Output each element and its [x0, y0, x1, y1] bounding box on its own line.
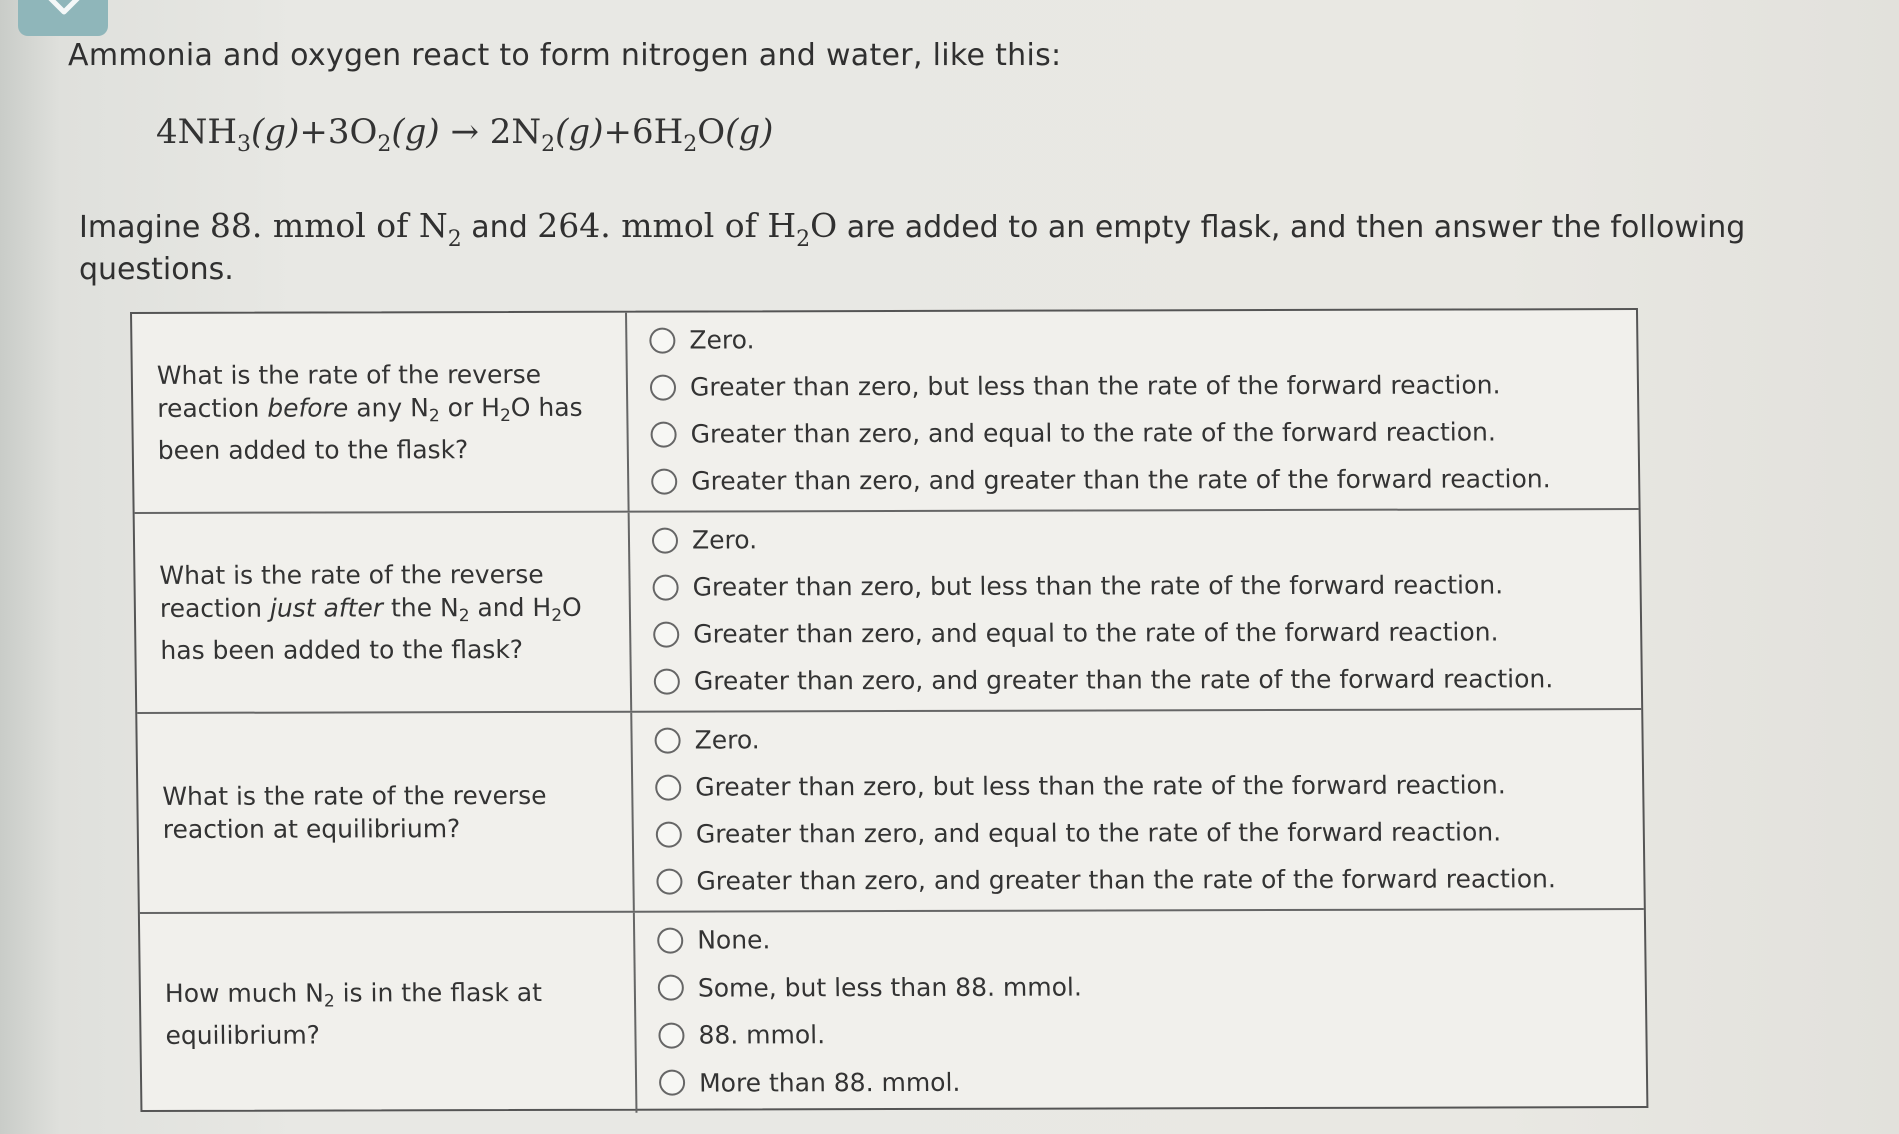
radio-circle-icon[interactable]	[653, 621, 679, 647]
answer-option[interactable]: Zero.	[649, 323, 1614, 355]
answer-option[interactable]: Zero.	[652, 523, 1617, 555]
chevron-down-icon	[44, 0, 84, 20]
reaction-equation: $4NH_3(g)+3O_2(g) \to 2N_2(g)+6H_2O(g)$	[156, 112, 774, 157]
intro-text: Ammonia and oxygen react to form nitrogen and water, like this:	[68, 38, 1062, 73]
radio-circle-icon[interactable]	[656, 868, 682, 894]
question-text: What is the rate of the reverse reaction at equilibrium?	[137, 713, 635, 912]
question-table	[130, 308, 1648, 1112]
question-text: What is the rate of the reverse reaction before any $N_2$ or $H_2O$ has been added to the flask?	[132, 313, 630, 512]
answer-options	[632, 710, 1644, 911]
answer-options	[635, 910, 1647, 1113]
problem-statement: Imagine 88. mmol of $N_2$ and 264. mmol of $H_2O$ are added to an empty flask, and then answer the following questions.	[79, 206, 1746, 287]
arrow-icon: →	[450, 112, 479, 152]
question-row-4	[140, 910, 1647, 1114]
answer-option[interactable]: More than 88. mmol.	[659, 1066, 1624, 1098]
answer-option[interactable]: Greater than zero, and equal to the rate of the forward reaction.	[653, 617, 1618, 649]
question-row-3	[137, 710, 1644, 914]
collapse-tab[interactable]	[18, 0, 108, 36]
answer-option[interactable]: Greater than zero, and equal to the rate of the forward reaction.	[656, 817, 1621, 849]
radio-circle-icon[interactable]	[651, 468, 677, 494]
answer-option[interactable]: Some, but less than 88. mmol.	[658, 971, 1623, 1003]
answer-option[interactable]: Greater than zero, but less than the rate of the forward reaction.	[655, 770, 1620, 802]
radio-circle-icon[interactable]	[656, 821, 682, 847]
answer-options	[630, 510, 1642, 711]
radio-circle-icon[interactable]	[650, 421, 676, 447]
answer-option[interactable]: Greater than zero, but less than the rate of the forward reaction.	[650, 370, 1615, 402]
answer-option[interactable]: Greater than zero, and greater than the rate of the forward reaction.	[654, 664, 1619, 696]
radio-circle-icon[interactable]	[652, 574, 678, 600]
radio-circle-icon[interactable]	[657, 927, 683, 953]
radio-circle-icon[interactable]	[654, 668, 680, 694]
answer-option[interactable]: Zero.	[654, 723, 1619, 755]
answer-option[interactable]: None.	[657, 923, 1622, 955]
question-row-1	[132, 310, 1639, 514]
answer-option[interactable]: Greater than zero, but less than the rate of the forward reaction.	[652, 570, 1617, 602]
radio-circle-icon[interactable]	[655, 774, 681, 800]
answer-options	[627, 310, 1639, 511]
radio-circle-icon[interactable]	[654, 727, 680, 753]
question-text: How much $N_2$ is in the flask at equilibrium?	[140, 913, 638, 1114]
radio-circle-icon[interactable]	[659, 1070, 685, 1096]
radio-circle-icon[interactable]	[650, 374, 676, 400]
answer-option[interactable]: Greater than zero, and equal to the rate of the forward reaction.	[650, 417, 1615, 449]
answer-option[interactable]: Greater than zero, and greater than the rate of the forward reaction.	[651, 464, 1616, 496]
radio-circle-icon[interactable]	[658, 975, 684, 1001]
radio-circle-icon[interactable]	[649, 327, 675, 353]
question-row-2	[135, 510, 1642, 714]
radio-circle-icon[interactable]	[652, 527, 678, 553]
answer-option[interactable]: Greater than zero, and greater than the rate of the forward reaction.	[656, 864, 1621, 896]
question-text: What is the rate of the reverse reaction just after the $N_2$ and $H_2O$ has been added to the flask?	[135, 513, 633, 712]
answer-option[interactable]: 88. mmol.	[658, 1018, 1623, 1050]
radio-circle-icon[interactable]	[658, 1022, 684, 1048]
